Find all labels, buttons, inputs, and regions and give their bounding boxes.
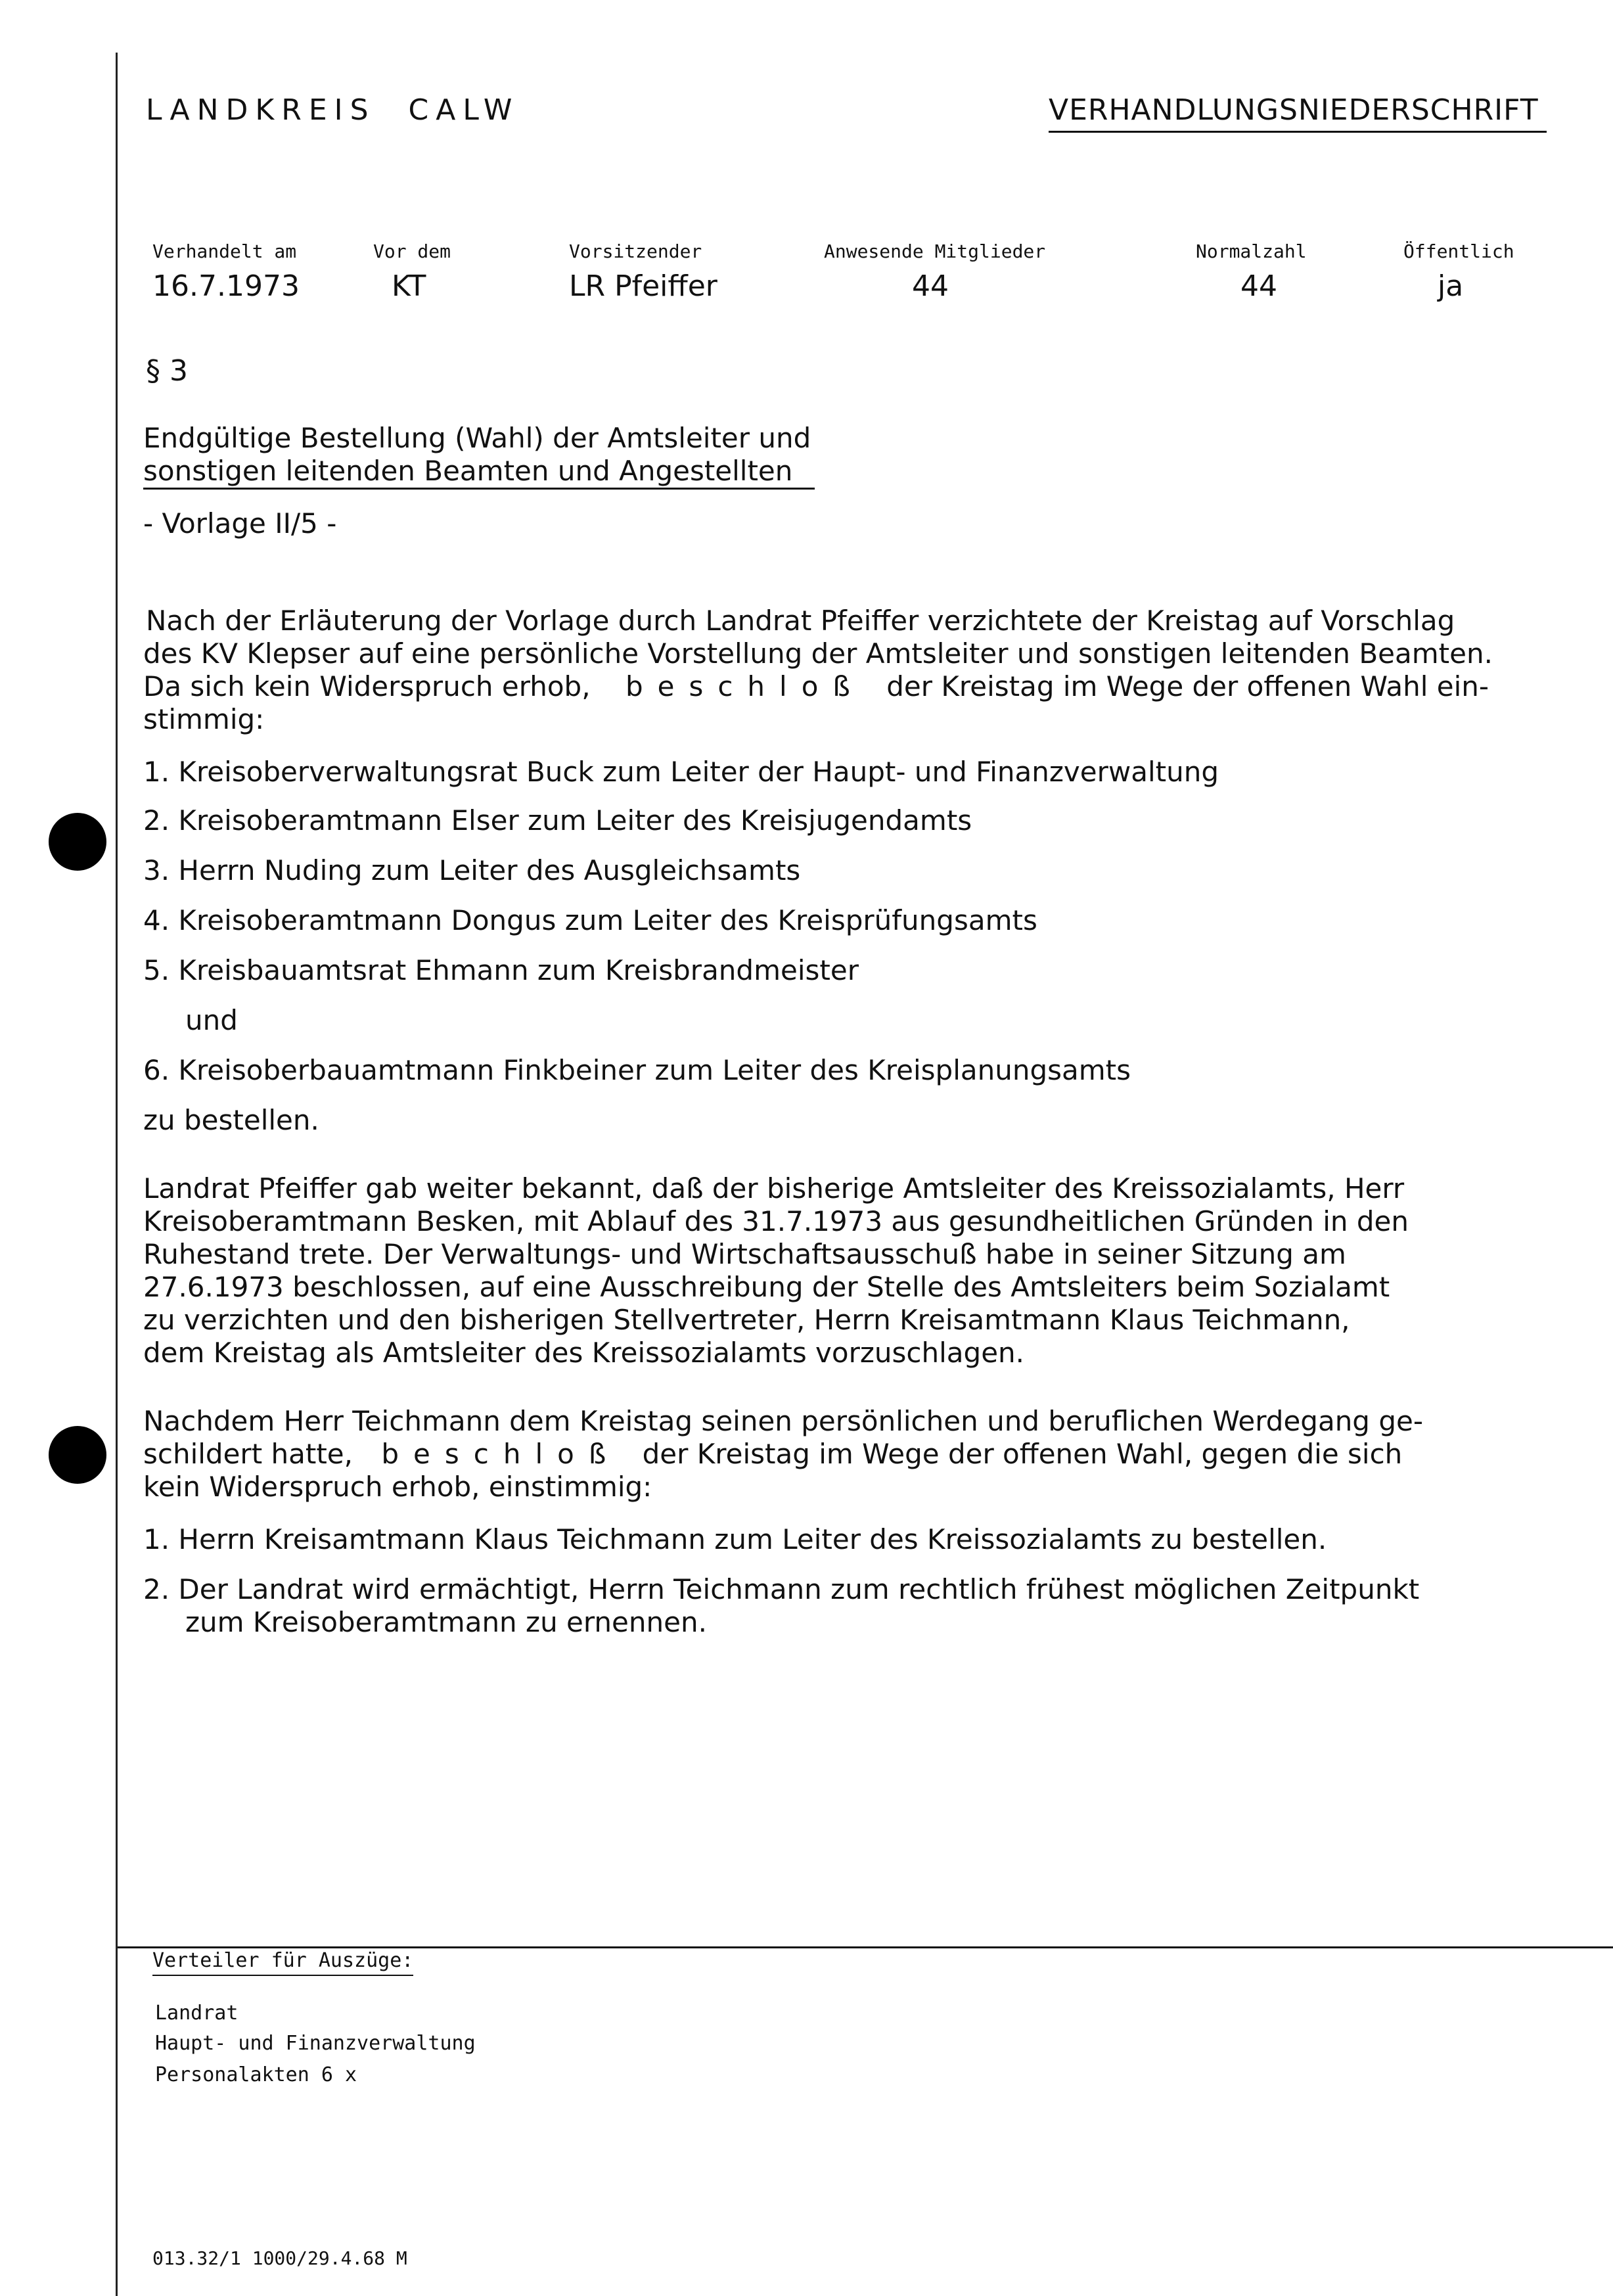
agenda-title-line1: Endgültige Bestellung (Wahl) der Amtsleiter und xyxy=(143,422,811,454)
list1-item-5: 5. Kreisbauamtsrat Ehmann zum Kreisbrandmeister xyxy=(143,954,859,986)
para3-line3: kein Widerspruch erhob, einstimmig: xyxy=(143,1471,652,1503)
para1-beschloss: beschloß xyxy=(625,670,865,702)
meta-verhandelt-label: Verhandelt am xyxy=(152,241,297,262)
list1-und: und xyxy=(185,1004,238,1036)
para2 xyxy=(143,1172,1409,1369)
distribution-entry-2: Haupt- und Finanzverwaltung xyxy=(155,2032,476,2055)
distribution-entry-1: Landrat xyxy=(155,2002,239,2025)
list1-item-4: 4. Kreisoberamtmann Dongus zum Leiter des Kreisprüfungsamts xyxy=(143,904,1037,936)
header-title: VERHANDLUNGSNIEDERSCHRIFT xyxy=(1049,93,1547,133)
meta-vor-value: KT xyxy=(392,269,426,303)
para3-line2-post: der Kreistag im Wege der offenen Wahl, gegen die sich xyxy=(642,1438,1403,1470)
para1-line4: stimmig: xyxy=(143,703,265,735)
section-number: § 3 xyxy=(146,354,188,388)
meta-anwesende-value: 44 xyxy=(912,269,949,303)
para2-line1: Landrat Pfeiffer gab weiter bekannt, daß der bisherige Amtsleiter des Kreissozialamts, Herr xyxy=(143,1172,1405,1205)
para2-line6: dem Kreistag als Amtsleiter des Kreissozialamts vorzuschlagen. xyxy=(143,1337,1025,1369)
para1-line3 xyxy=(143,670,1489,703)
meta-vor-label: Vor dem xyxy=(373,241,451,262)
vorlage-ref: - Vorlage II/5 - xyxy=(143,507,337,540)
para2-line2: Kreisoberamtmann Besken, mit Ablauf des 31.7.1973 aus gesundheitlichen Gründen in den xyxy=(143,1205,1409,1237)
para1-line3-pre: Da sich kein Widerspruch erhob, xyxy=(143,670,591,702)
meta-oeffentlich-label: Öffentlich xyxy=(1403,241,1514,262)
meta-verhandelt-value: 16.7.1973 xyxy=(152,269,300,303)
margin-line xyxy=(116,53,118,2296)
agenda-title xyxy=(143,422,815,490)
para3-line2 xyxy=(143,1438,1402,1471)
para3-line2-pre: schildert hatte, xyxy=(143,1438,353,1470)
list2-item-2-line1: 2. Der Landrat wird ermächtigt, Herrn Teichmann zum rechtlich frühest möglichen Zeitpunkt xyxy=(143,1573,1420,1605)
zu-bestellen: zu bestellen. xyxy=(143,1104,319,1136)
punch-hole-bottom xyxy=(49,1426,106,1484)
meta-normalzahl-value: 44 xyxy=(1240,269,1277,303)
list2-item-1: 1. Herrn Kreisamtmann Klaus Teichmann zum Leiter des Kreissozialamts zu bestellen. xyxy=(143,1523,1327,1555)
agenda-title-line2: sonstigen leitenden Beamten und Angestellten xyxy=(143,455,815,490)
header-landkreis: LANDKREIS CALW xyxy=(146,93,520,127)
para2-line4: 27.6.1973 beschlossen, auf eine Ausschreibung der Stelle des Amtsleiters beim Sozialamt xyxy=(143,1271,1390,1303)
punch-hole-top xyxy=(49,813,106,871)
distribution-entry-3: Personalakten 6 x xyxy=(155,2063,357,2086)
list2-item-2-line2: zum Kreisoberamtmann zu ernennen. xyxy=(185,1606,707,1638)
list1-item-3: 3. Herrn Nuding zum Leiter des Ausgleichsamts xyxy=(143,854,801,886)
para3-line1: Nachdem Herr Teichmann dem Kreistag seinen persönlichen und beruflichen Werdegang ge- xyxy=(143,1405,1423,1437)
para1-line3-post: der Kreistag im Wege der offenen Wahl ein- xyxy=(886,670,1489,702)
para1-line2: des KV Klepser auf eine persönliche Vorstellung der Amtsleiter und sonstigen leitenden Beamten. xyxy=(143,637,1493,670)
para2-line3: Ruhestand trete. Der Verwaltungs- und Wirtschaftsausschuß habe in seiner Sitzung am xyxy=(143,1238,1346,1270)
meta-vorsitzender-value: LR Pfeiffer xyxy=(569,269,717,303)
meta-anwesende-label: Anwesende Mitglieder xyxy=(824,241,1046,262)
para2-line5: zu verzichten und den bisherigen Stellvertreter, Herrn Kreisamtmann Klaus Teichmann, xyxy=(143,1304,1350,1336)
distribution-heading: Verteiler für Auszüge: xyxy=(152,1949,413,1976)
list1-item-6: 6. Kreisoberbauamtmann Finkbeiner zum Leiter des Kreisplanungsamts xyxy=(143,1054,1131,1086)
meta-vorsitzender-label: Vorsitzender xyxy=(569,241,702,262)
list1-item-1: 1. Kreisoberverwaltungsrat Buck zum Leiter der Haupt- und Finanzverwaltung xyxy=(143,756,1219,788)
footer-separator xyxy=(118,1946,1613,1948)
para3-beschloss: beschloß xyxy=(381,1438,621,1470)
meta-normalzahl-label: Normalzahl xyxy=(1196,241,1307,262)
meta-oeffentlich-value: ja xyxy=(1438,269,1464,303)
list1-item-2: 2. Kreisoberamtmann Elser zum Leiter des Kreisjugendamts xyxy=(143,804,972,837)
para1-line1: Nach der Erläuterung der Vorlage durch Landrat Pfeiffer verzichtete der Kreistag auf Vorschlag xyxy=(146,605,1455,637)
form-code: 013.32/1 1000/29.4.68 M xyxy=(152,2247,407,2269)
